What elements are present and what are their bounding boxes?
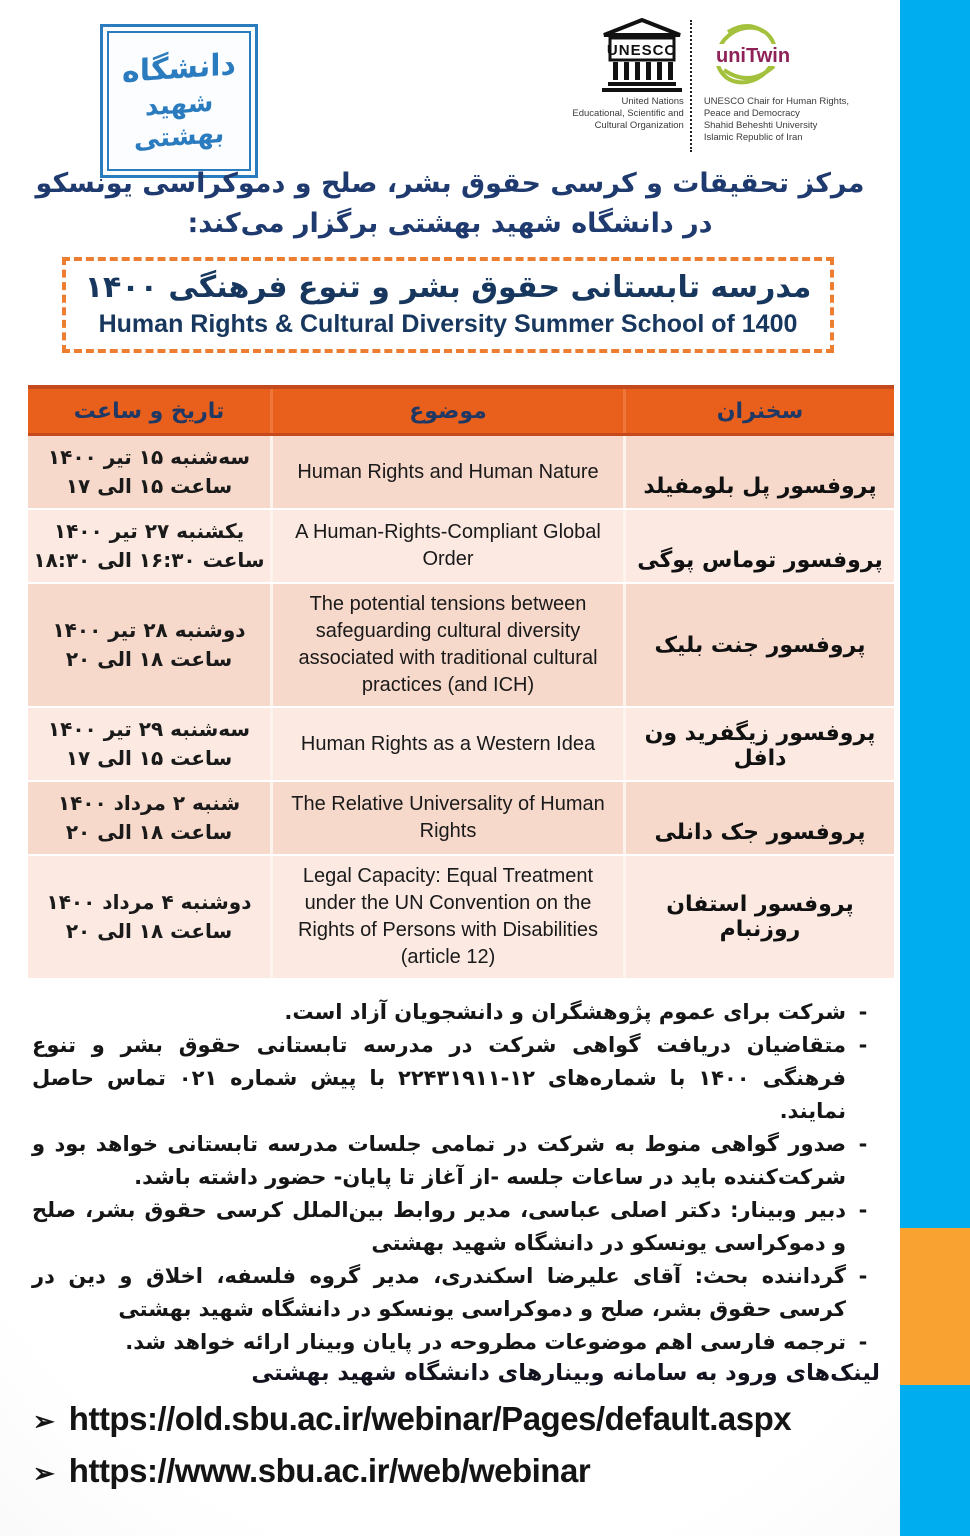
sbu-logo-word: بهشتی — [133, 118, 225, 156]
session-datetime — [28, 708, 270, 780]
right-accent-bar-orange-segment — [900, 1228, 970, 1385]
session-speaker: پروفسور جک دانلی — [623, 782, 894, 854]
session-speaker: پروفسور پل بلومفیلد — [623, 436, 894, 508]
session-date: دوشنبه ۲۸ تیر ۱۴۰۰ — [52, 618, 246, 642]
session-topic: The Relative Universality of Human Rights — [270, 782, 623, 854]
schedule-table — [28, 385, 894, 978]
svg-text:uniTwin: uniTwin — [715, 45, 790, 67]
session-time: ساعت ۱۵ الی ۱۷ — [65, 474, 233, 498]
note-dash: - — [858, 1330, 868, 1354]
session-speaker: پروفسور جنت بلیک — [623, 584, 894, 706]
note-text: دبیر وبینار: دکتر اصلی عباسی، مدیر روابط بین‌الملل کرسی حقوق بشر، صلح و دموکراسی یونسکو در دانشگاه شهید بهشتی — [32, 1198, 846, 1255]
schedule-row — [28, 582, 894, 706]
schedule-row — [28, 780, 894, 854]
schedule-column-header-3: سخنران — [623, 389, 894, 433]
unitwin-caption-line: Shahid Beheshti University — [703, 120, 818, 131]
unitwin-column — [696, 18, 849, 154]
note-text: متقاضیان دریافت گواهی شرکت در مدرسه تابستانی حقوق بشر و تنوع فرهنگی ۱۴۰۰ با شماره‌های ۱۲-۲۲۴۳۱۹۱۱ با پیش شماره ۰۲۱ تماس حاصل نمایند. — [32, 1033, 846, 1123]
session-date: سه‌شنبه ۱۵ تیر ۱۴۰۰ — [47, 445, 251, 469]
schedule-row — [28, 436, 894, 508]
schedule-column-header-1: تاریخ و ساعت — [73, 398, 225, 424]
note-item — [32, 1128, 880, 1194]
session-topic: Legal Capacity: Equal Treatment under the UN Convention on the Rights of Persons with Disabilities (article 12) — [270, 856, 623, 978]
webinar-links-title: لینک‌های ورود به سامانه وبینارهای دانشگاه شهید بهشتی — [251, 1360, 880, 1386]
session-time: ساعت ۱۶:۳۰ الی ۱۸:۳۰ — [33, 548, 265, 572]
arrow-bullet-icon: ➢ — [33, 1458, 55, 1488]
unitwin-globe-icon — [704, 18, 796, 92]
unesco-caption-line: Cultural Organization — [594, 120, 684, 131]
session-date: سه‌شنبه ۲۹ تیر ۱۴۰۰ — [47, 717, 251, 741]
link-url: https://old.sbu.ac.ir/webinar/Pages/default.aspx — [68, 1400, 792, 1437]
event-title-box — [62, 257, 834, 353]
session-topic: A Human-Rights-Compliant Global Order — [270, 510, 623, 582]
organisation-heading-line2: در دانشگاه شهید بهشتی برگزار می‌کند: — [187, 208, 713, 239]
schedule-row — [28, 854, 894, 978]
note-dash: - — [858, 1132, 868, 1156]
session-datetime — [28, 782, 270, 854]
note-item — [32, 996, 880, 1029]
note-item — [32, 1326, 880, 1359]
unesco-temple-icon — [600, 18, 684, 92]
organisation-heading-line1: مرکز تحقیقات و کرسی حقوق بشر، صلح و دموکراسی یونسکو — [35, 168, 865, 199]
session-datetime — [28, 510, 270, 582]
event-title-farsi: مدرسه تابستانی حقوق بشر و تنوع فرهنگی ۱۴۰۰ — [84, 270, 812, 305]
schedule-column-header-2: موضوع — [270, 389, 623, 433]
note-item — [32, 1029, 880, 1128]
sbu-university-logo — [100, 24, 258, 178]
note-dash: - — [858, 1264, 868, 1288]
note-text: ترجمه فارسی اهم موضوعات مطروحه در پایان وبینار ارائه خواهد شد. — [125, 1330, 846, 1354]
session-datetime — [28, 584, 270, 706]
session-date: دوشنبه ۴ مرداد ۱۴۰۰ — [46, 890, 252, 914]
sbu-logo-word: دانشگاه — [122, 47, 236, 90]
arrow-bullet-icon: ➢ — [33, 1406, 55, 1436]
session-topic: Human Rights and Human Nature — [270, 436, 623, 508]
sbu-logo-calligraphy — [107, 31, 251, 171]
note-dash: - — [858, 1000, 868, 1024]
webinar-link[interactable] — [33, 1446, 893, 1498]
session-time: ساعت ۱۸ الی ۲۰ — [65, 647, 233, 671]
right-accent-bar — [900, 0, 970, 1536]
unitwin-caption-line: Islamic Republic of Iran — [703, 132, 803, 143]
partner-logos-box — [557, 12, 855, 158]
session-time: ساعت ۱۸ الی ۲۰ — [65, 820, 233, 844]
note-item — [32, 1194, 880, 1260]
unesco-caption-line: United Nations — [621, 96, 684, 107]
note-dash: - — [858, 1198, 868, 1222]
session-datetime — [28, 436, 270, 508]
unitwin-caption-line: UNESCO Chair for Human Rights, — [703, 96, 849, 107]
dotted-divider — [690, 20, 692, 152]
note-text: شرکت برای عموم پژوهشگران و دانشجویان آزاد است. — [284, 1000, 846, 1024]
note-text: گرداننده بحث: آقای علیرضا اسکندری، مدیر گروه فلسفه، اخلاق و دین در کرسی حقوق بشر، صلح و دموکراسی یونسکو در دانشگاه شهید بهشتی — [32, 1264, 846, 1321]
schedule-row — [28, 706, 894, 780]
session-speaker: پروفسور استفان روزنبام — [623, 856, 894, 978]
unesco-column — [563, 18, 684, 154]
unitwin-caption — [704, 96, 849, 144]
schedule-row — [28, 508, 894, 582]
notes-list — [32, 996, 880, 1359]
unesco-caption — [572, 96, 683, 132]
schedule-header-row — [28, 385, 894, 436]
session-time: ساعت ۱۸ الی ۲۰ — [65, 919, 233, 943]
unitwin-caption-line: Peace and Democracy — [703, 108, 800, 119]
link-url: https://www.sbu.ac.ir/web/webinar — [68, 1452, 591, 1489]
organisation-heading — [0, 164, 900, 244]
schedule-rows — [28, 436, 894, 978]
session-topic: The potential tensions between safeguarding cultural diversity associated with traditional cultural practices (and ICH) — [270, 584, 623, 706]
sbu-logo-word: شهید — [144, 87, 214, 123]
session-speaker: پروفسور توماس پوگی — [623, 510, 894, 582]
session-topic: Human Rights as a Western Idea — [270, 708, 623, 780]
session-date: یکشنبه ۲۷ تیر ۱۴۰۰ — [53, 519, 245, 543]
session-speaker: پروفسور زیگفرید ون دافل — [623, 708, 894, 780]
note-dash: - — [858, 1033, 868, 1057]
session-date: شنبه ۲ مرداد ۱۴۰۰ — [57, 791, 241, 815]
event-title-english: Human Rights & Cultural Diversity Summer School of 1400 — [98, 310, 798, 338]
note-item — [32, 1260, 880, 1326]
svg-text:UNESCO: UNESCO — [606, 42, 677, 59]
note-text: صدور گواهی منوط به شرکت در تمامی جلسات مدرسه تابستانی خواهد بود و شرکت‌کننده باید در ساعات جلسه -از آغاز تا پایان- حضور داشته باشد. — [32, 1132, 846, 1189]
webinar-link[interactable] — [33, 1394, 893, 1446]
unesco-caption-line: Educational, Scientific and — [572, 108, 684, 119]
session-time: ساعت ۱۵ الی ۱۷ — [65, 746, 233, 770]
webinar-links — [33, 1394, 893, 1498]
session-datetime — [28, 856, 270, 978]
